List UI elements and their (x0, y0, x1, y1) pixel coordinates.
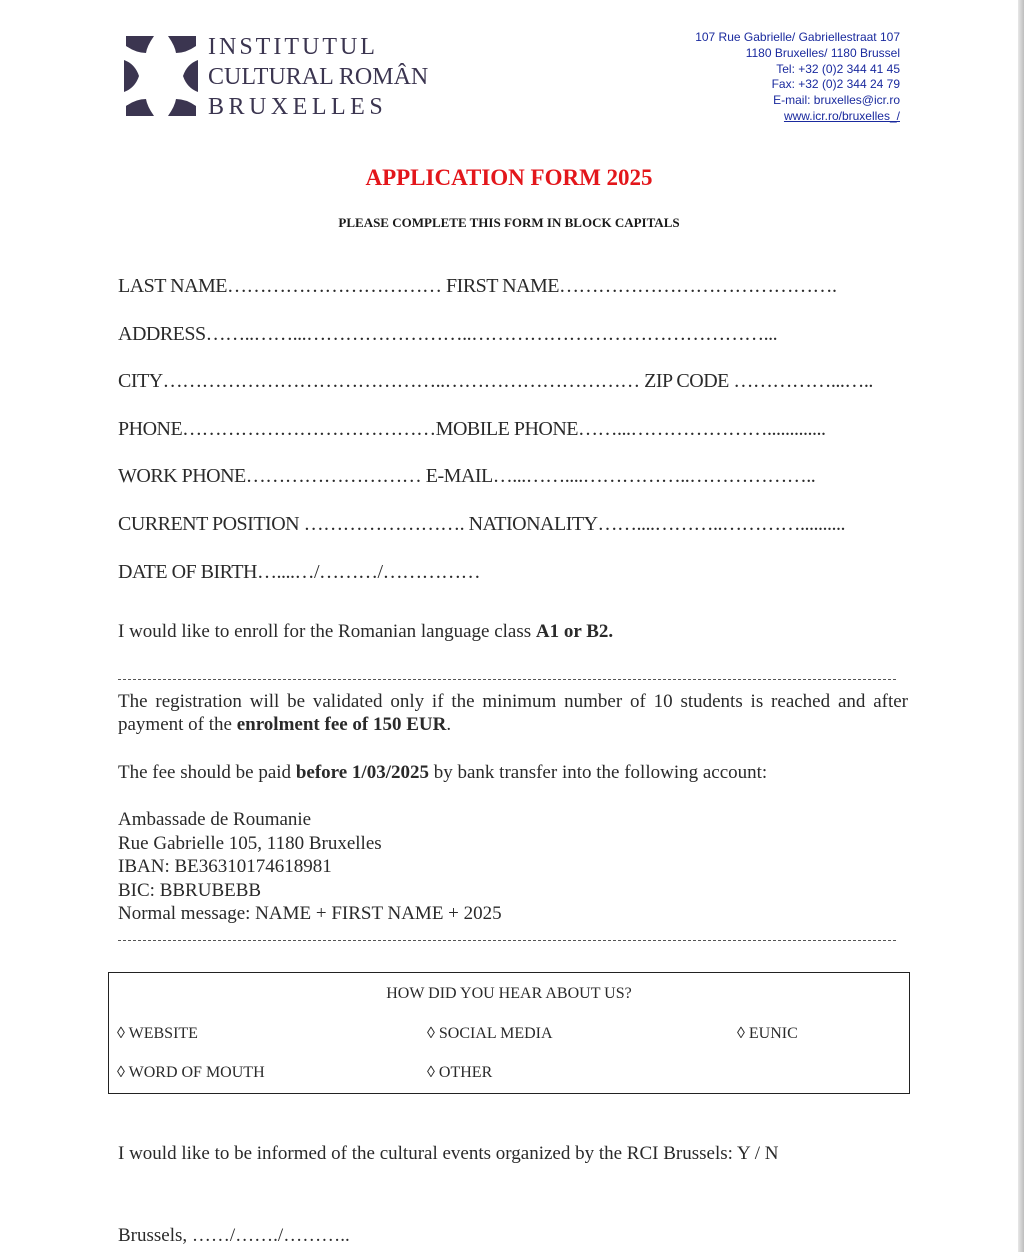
institute-name-line-1: INSTITUTUL (208, 34, 378, 60)
institute-name-line-2: CULTURAL ROMÂN (208, 64, 429, 90)
payment-notice (118, 761, 908, 784)
bank-account (118, 808, 502, 926)
dashed-divider-top (118, 679, 896, 680)
zip-code-field[interactable]: ZIP CODE ……………...….. (644, 370, 873, 392)
contact-email: E-mail: bruxelles@icr.ro (773, 93, 900, 108)
option-other[interactable]: ◊ OTHER (427, 1064, 493, 1081)
form-subtitle: PLEASE COMPLETE THIS FORM IN BLOCK CAPITALS (338, 215, 680, 230)
account-address: Rue Gabrielle 105, 1180 Bruxelles (118, 832, 382, 854)
option-eunic[interactable]: ◊ EUNIC (737, 1025, 798, 1042)
dob-row (118, 561, 908, 584)
page-edge (1018, 0, 1024, 1252)
work-phone-row (118, 465, 908, 488)
institute-name (208, 32, 428, 122)
enroll-text: I would like to enroll for the Romanian language class (118, 621, 536, 642)
nationality-field[interactable]: NATIONALITY……....………..………….......... (468, 513, 846, 535)
mobile-phone-field[interactable]: MOBILE PHONE……...…………………............. (435, 418, 826, 440)
address-row (118, 323, 908, 346)
registration-notice (118, 690, 908, 736)
contact-address-line-2: 1180 Bruxelles/ 1180 Brussel (745, 45, 900, 60)
payment-deadline: before 1/03/2025 (295, 762, 429, 783)
phone-row (118, 418, 908, 441)
signature-place-date[interactable]: Brussels, ……/……./……….. (118, 1225, 350, 1246)
dashed-divider-bottom (118, 940, 896, 941)
city-row (118, 370, 908, 393)
institute-name-line-3: BRUXELLES (208, 94, 388, 120)
contact-fax: Fax: +32 (0)2 344 24 79 (771, 77, 900, 92)
informed-question: I would like to be informed of the cultural events organized by the RCI Brussels: Y / N (118, 1143, 779, 1164)
position-row (118, 513, 908, 536)
contact-tel: Tel: +32 (0)2 344 41 45 (776, 61, 900, 76)
city-field[interactable]: CITY……………………………………..………………………… (118, 370, 640, 392)
form-title: APPLICATION FORM 2025 (365, 165, 653, 190)
current-position-field[interactable]: CURRENT POSITION ……………………. (118, 513, 465, 535)
contact-website-link[interactable]: www.icr.ro/bruxelles_/ (783, 108, 900, 123)
phone-field[interactable]: PHONE………………………………… (118, 418, 436, 440)
hear-about-us-title: HOW DID YOU HEAR ABOUT US? (386, 985, 632, 1002)
enroll-classes: A1 or B2. (535, 621, 614, 642)
first-name-field[interactable]: FIRST NAME……………………………………. (446, 275, 837, 297)
account-message: Normal message: NAME + FIRST NAME + 2025 (118, 903, 502, 924)
payment-text-1: The fee should be paid (118, 762, 296, 783)
account-bic: BIC: BBRUBEBB (118, 879, 262, 901)
date-of-birth-field[interactable]: DATE OF BIRTH…....…/………/…………… (118, 561, 481, 583)
option-word-of-mouth[interactable]: ◊ WORD OF MOUTH (117, 1064, 265, 1081)
registration-text: The registration will be validated only if the minimum number of 10 students is reached and after payment of the (118, 691, 908, 735)
address-field[interactable]: ADDRESS……..……...……………………..………………………………………... (118, 323, 778, 345)
last-name-field[interactable]: LAST NAME…………………………… (118, 275, 442, 297)
option-website[interactable]: ◊ WEBSITE (117, 1025, 198, 1042)
contact-block (695, 30, 900, 125)
payment-text-2: by bank transfer into the following account: (428, 762, 768, 783)
institute-logo (124, 36, 198, 116)
account-name: Ambassade de Roumanie (118, 809, 312, 830)
option-social-media[interactable]: ◊ SOCIAL MEDIA (427, 1025, 553, 1042)
name-row (118, 275, 908, 298)
work-phone-field[interactable]: WORK PHONE……………………… (118, 465, 422, 487)
account-iban: IBAN: BE36310174618981 (118, 856, 332, 877)
enroll-statement (118, 620, 908, 643)
email-field[interactable]: E-MAIL…...……....……………..……………….. (425, 465, 816, 487)
registration-fee: enrolment fee of 150 EUR (236, 714, 447, 735)
contact-address-line-1: 107 Rue Gabrielle/ Gabriellestraat 107 (695, 30, 900, 44)
registration-end: . (446, 714, 452, 735)
hear-about-us-box (108, 972, 910, 1094)
